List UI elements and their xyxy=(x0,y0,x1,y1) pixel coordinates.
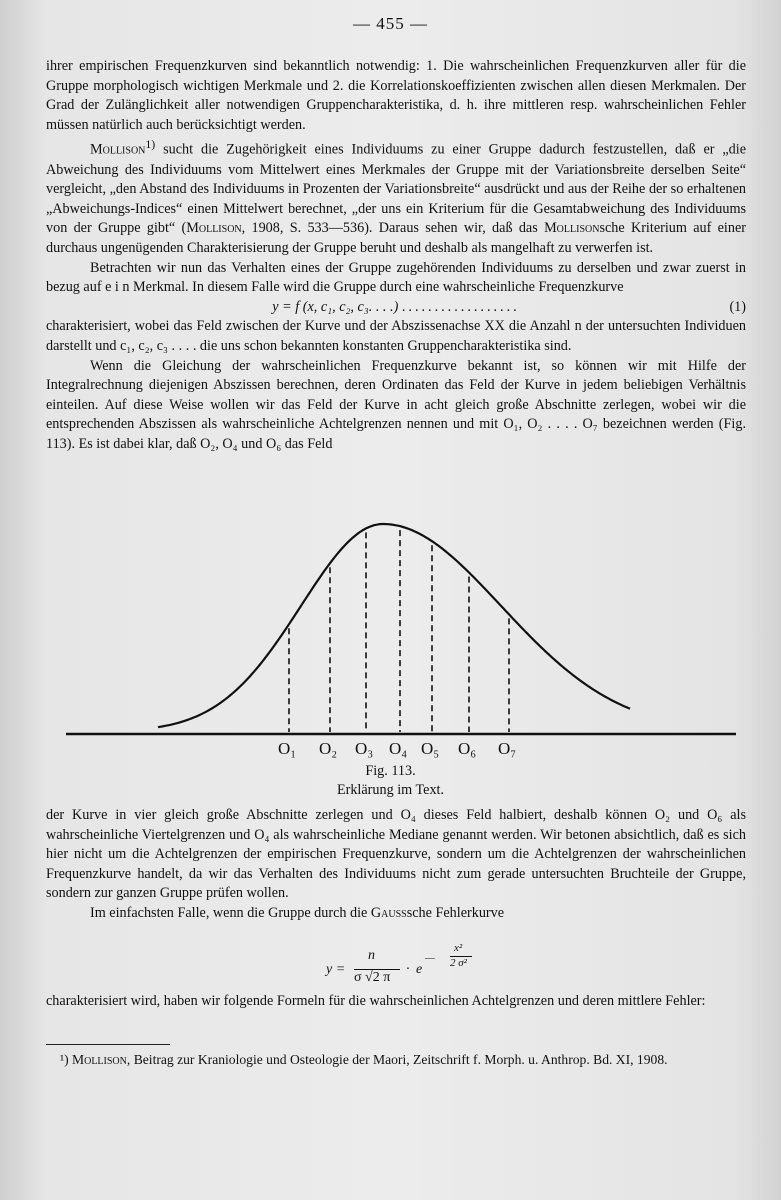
gauss-exp-num: x² xyxy=(454,942,463,954)
gauss-numerator: n xyxy=(368,948,375,963)
frequency-curve-figure xyxy=(60,518,740,763)
figure-caption: Fig. 113. xyxy=(365,763,416,779)
paragraph-2-text-b: , 1908, S. 533—536). Daraus sehen wir, daß das xyxy=(241,220,545,237)
gauss-denominator: σ √2 π xyxy=(354,970,391,985)
frequency-curve xyxy=(158,524,630,727)
gauss-e: e xyxy=(416,962,423,977)
footnote xyxy=(46,1050,746,1069)
paragraph-1: ihrer empirischen Frequenzkurven sind bekanntlich notwendig: 1. Die wahrscheinlichen Frequenzkurven aller für die Gruppe morphologisch wichtigen Merkmale und 2. die Korrelationskoeffizienten zwischen allen diesen Merkmalen. Der Grad der Zulänglichkeit aller notwendigen Gruppencharakteristika, d. h. ihre mittleren resp. wahrscheinlichen Fehler müssen natürlich auch berücksichtigt werden. xyxy=(46,58,746,133)
paragraph-3: Betrachten wir nun das Verhalten eines der Gruppe zugehörenden Individuums zu derselben und zwar zuerst in bezug auf e i n Merkmal. In diesem Falle wird die Gruppe durch eine wahrscheinliche Frequenzkurve xyxy=(46,259,746,296)
octile-label-7: O₇ xyxy=(498,739,517,758)
footnote-ref: 1) xyxy=(145,137,156,152)
gauss-dot: · xyxy=(406,962,410,977)
gauss-exp-sign: — xyxy=(425,952,435,964)
paragraph-6: der Kurve in vier gleich große Abschnitte zerlegen und O₄ dieses Feld halbiert, deshalb können O₂ und O₆ als wahrscheinliche Viertelgrenzen und O₄ als wahrscheinliche Mediane genannt werden. Wir betonen absichtlich, daß es sich hier nicht um die Achtelgrenzen der empirischen Frequenzkurve, sondern um die Achtelgrenzen der wahrscheinlichen Frequenzkurve handelt, da wir das Verhalten des Individuums nicht zum gerade untersuchten Bruchteile der Gruppe, sondern zur ganzen Gruppe prüfen wollen. xyxy=(46,807,746,902)
footnote-rule xyxy=(46,1044,170,1045)
paragraph-2-text-c: sche Kriterium auf einer durchaus ungenügenden Charakterisierung der Gruppe beruht und deshalb als mangelhaft zu verwerfen ist. xyxy=(46,220,746,257)
gauss-exp-den: 2 σ² xyxy=(450,957,467,969)
text-block-top xyxy=(46,57,746,455)
citation-name: Mollison xyxy=(186,220,242,237)
equation-1-dots: .................. xyxy=(401,298,520,315)
octile-label-6: O₆ xyxy=(458,739,477,758)
page-number: — 455 — xyxy=(353,14,428,33)
octile-label-4: O₄ xyxy=(389,739,408,758)
octile-label-1: O₁ xyxy=(278,739,297,758)
text-block-bottom xyxy=(46,806,746,924)
footnote-mark: ¹) xyxy=(60,1052,69,1067)
paragraph-7-text-a: Im einfachsten Falle, wenn die Gruppe durch die xyxy=(90,904,371,921)
paragraph-2-text-a: sucht die Zugehörigkeit eines Individuums zu einer Gruppe dadurch festzustellen, daß er „die Abweichung des Individuums vom Mittelwert eines Merkmales der Gruppe mit der Variationsbreite derselben Seite“ vergleicht, „den Abstand des Individuums in Prozenten der Variationsbreite“ ausdrückt und aus der Reihe der so erhaltenen „Abweichungs-Indices“ einen Mittelwert berechnet, „der uns ein Kriterium für die Gesamtabweichung des Individuums von der Gruppe gibt“ ( xyxy=(46,142,746,237)
paragraph-8: charakterisiert wird, haben wir folgende Formeln für die wahrscheinlichen Achtelgrenzen und deren mittlere Fehler: xyxy=(46,993,706,1009)
paragraph-4: charakterisiert, wobei das Feld zwischen der Kurve und der Abszissenachse XX die Anzahl n der untersuchten Individuen darstellt und c₁, c₂, c₃ . . . . die uns schon bekannten konstanten Gruppencharakteristika sind. xyxy=(46,318,746,355)
paragraph-7-text-b: sche Fehlerkurve xyxy=(406,904,505,921)
equation-1-formula: y = f (x, c₁, c₂, c₃. . . .) xyxy=(272,298,399,315)
octile-label-3: O₃ xyxy=(355,739,374,758)
paragraph-2 xyxy=(46,135,746,258)
figure-subcaption: Erklärung im Text. xyxy=(336,782,445,798)
paragraph-7 xyxy=(46,904,746,924)
paragraph-5: Wenn die Gleichung der wahrscheinlichen Frequenzkurve bekannt ist, so können wir mit Hilfe der Integralrechnung diejenigen Abszissen berechnen, deren Ordinaten das Feld der Kurve in jedem beliebigen Verhältnis einteilen. Auf diese Weise wollen wir das Feld der Kurve in acht gleich große Abschnitte zerlegen, wobei wir die entsprechenden Abszissen als wahrscheinliche Achtelgrenzen nennen und mit O₁, O₂ . . . . O₇ bezeichnen werden (Fig. 113). Es ist dabei klar, daß O₂, O₄ und O₆ das Feld xyxy=(46,357,746,453)
author-name-2: Mollison xyxy=(544,220,600,237)
gauss-lhs: y = xyxy=(326,962,346,977)
text-block-end xyxy=(46,992,746,1012)
equation-1 xyxy=(46,298,746,318)
equation-1-number: (1) xyxy=(729,298,746,315)
gauss-name: Gauss xyxy=(370,904,407,921)
footnote-author: Mollison xyxy=(72,1052,127,1067)
octile-label-5: O₅ xyxy=(421,739,440,758)
footnote-text: , Beitrag zur Kraniologie und Osteologie der Maori, Zeitschrift f. Morph. u. Anthrop. Bd. XI, 1908. xyxy=(126,1052,668,1067)
octile-label-2: O₂ xyxy=(319,739,338,758)
gauss-formula xyxy=(326,942,486,988)
author-name: Mollison xyxy=(90,142,146,159)
